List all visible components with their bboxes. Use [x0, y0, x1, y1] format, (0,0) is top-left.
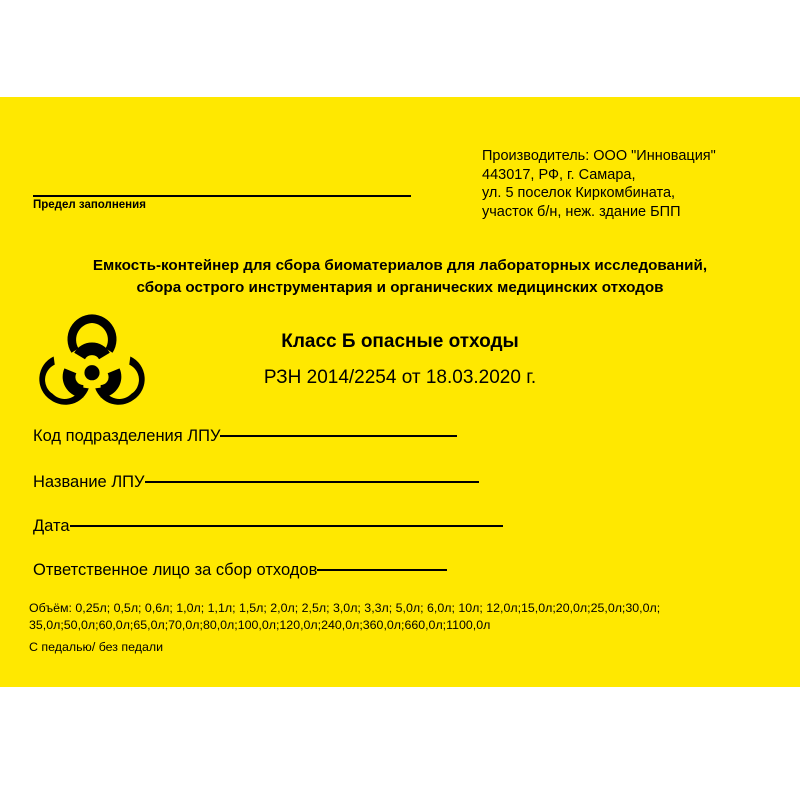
- page-title: [0, 255, 800, 299]
- manufacturer-line-3: ул. 5 поселок Киркомбината,: [482, 185, 676, 201]
- volumes-line-2: 35,0л;50,0л;60,0л;65,0л;70,0л;80,0л;100,0л;120,0л;240,0л;360,0л;660,0л;1100,0л: [29, 618, 491, 632]
- field-department-code-label: Код подразделения ЛПУ: [33, 427, 221, 445]
- field-date[interactable]: [33, 517, 503, 536]
- field-department-code-rule[interactable]: [220, 435, 457, 437]
- page-title-line-1: Емкость-контейнер для сбора биоматериалов для лабораторных исследований,: [92, 257, 708, 274]
- volumes-line-1: Объём: 0,25л; 0,5л; 0,6л; 1,0л; 1,1л; 1,5л; 2,0л; 2,5л; 3,0л; 3,3л; 5,0л; 6,0л; 10л; 12,0л;15,0л;20,0л;25,0л;30,0л;: [29, 601, 661, 615]
- biohazard-icon: [38, 309, 146, 417]
- field-facility-name-rule[interactable]: [145, 481, 479, 483]
- manufacturer-line-2: 443017, РФ, г. Самара,: [482, 166, 636, 183]
- page-title-line-2: сбора острого инструментария и органических медицинских отходов: [136, 279, 664, 296]
- field-facility-name-label: Название ЛПУ: [33, 473, 145, 491]
- field-facility-name[interactable]: [33, 473, 479, 492]
- field-department-code[interactable]: [33, 427, 457, 446]
- fill-limit-caption: Предел заполнения: [33, 199, 146, 211]
- volumes-note: [29, 600, 774, 634]
- registration-text: РЗН 2014/2254 от 18.03.2020 г.: [263, 367, 537, 388]
- waste-class-text: Класс Б опасные отходы: [281, 331, 519, 352]
- field-responsible-person-rule[interactable]: [317, 569, 447, 571]
- manufacturer-line-1: Производитель: ООО "Инновация": [482, 148, 716, 164]
- manufacturer-block: [482, 147, 716, 221]
- waste-container-label: [0, 97, 800, 687]
- field-responsible-person-label: Ответственное лицо за сбор отходов: [33, 561, 318, 579]
- field-responsible-person[interactable]: [33, 561, 447, 580]
- field-date-label: Дата: [33, 517, 70, 535]
- pedal-note: С педалью/ без педали: [29, 640, 164, 654]
- fill-limit-line: [33, 195, 411, 197]
- field-date-rule[interactable]: [70, 525, 503, 527]
- manufacturer-line-4: участок б/н, неж. здание БПП: [482, 203, 681, 220]
